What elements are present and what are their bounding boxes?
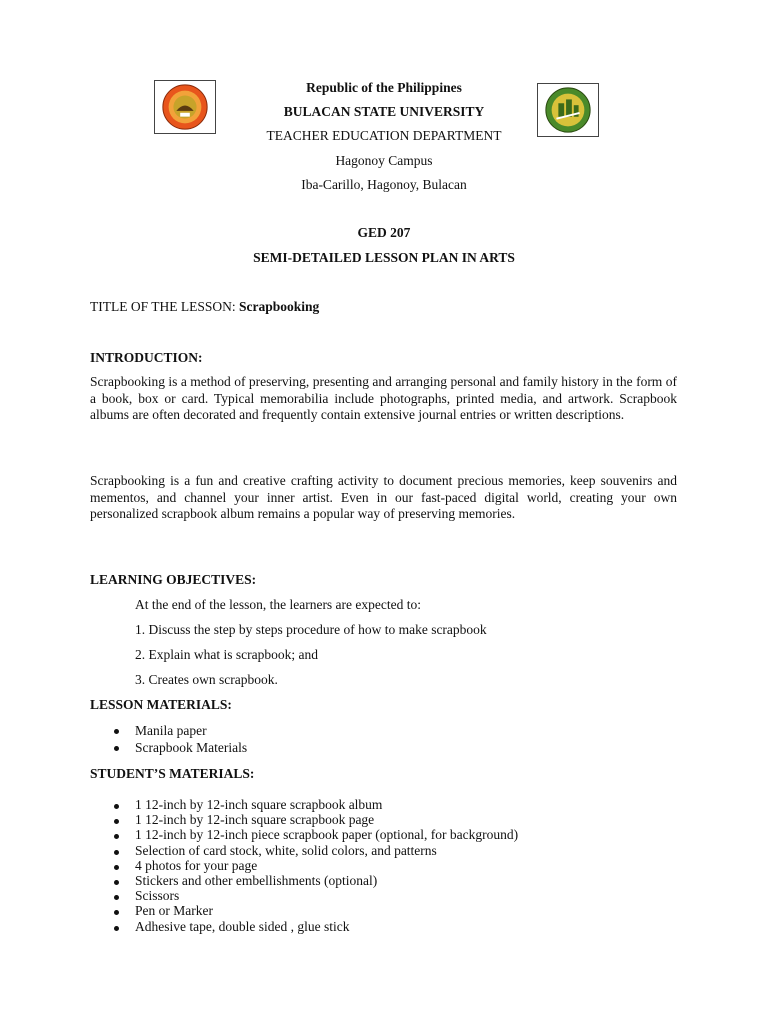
lesson-materials-list	[114, 722, 247, 756]
list-item: Scissors	[114, 888, 518, 903]
lesson-materials-heading: LESSON MATERIALS:	[90, 697, 232, 712]
list-item: 1 12-inch by 12-inch square scrapbook album	[114, 797, 518, 812]
list-item: Scrapbook Materials	[114, 739, 247, 756]
list-item: Manila paper	[114, 722, 247, 739]
course-code: GED 207	[357, 225, 411, 240]
introduction-paragraph-1: Scrapbooking is a method of preserving, presenting and arranging personal and family history in the form of a book, box or card. Typical memorabilia include photographs, printed media, and artwork. Scrapbook albums are often decorated and frequently contain extensive journal entries or written descriptions.	[90, 374, 677, 422]
header-republic: Republic of the Philippines	[306, 80, 462, 95]
header-campus: Hagonoy Campus	[335, 153, 433, 168]
header-department: TEACHER EDUCATION DEPARTMENT	[266, 128, 502, 143]
header-university: BULACAN STATE UNIVERSITY	[283, 104, 485, 119]
introduction-paragraph-2: Scrapbooking is a fun and creative crafting activity to document precious memories, keep souvenirs and mementos, and channel your inner artist. Even in our fast-paced digital world, creating your own personalized scrapbook album remains a popular way of preserving memories.	[90, 473, 677, 521]
header-address: Iba-Carillo, Hagonoy, Bulacan	[301, 177, 467, 192]
objective-item-2: 2. Explain what is scrapbook; and	[135, 647, 318, 662]
student-materials-list	[114, 797, 518, 934]
objective-item-1: 1. Discuss the step by steps procedure of how to make scrapbook	[135, 622, 487, 637]
list-item: Stickers and other embellishments (optional)	[114, 873, 518, 888]
list-item: 1 12-inch by 12-inch piece scrapbook paper (optional, for background)	[114, 827, 518, 842]
objectives-intro: At the end of the lesson, the learners are expected to:	[135, 597, 422, 612]
list-item: 4 photos for your page	[114, 858, 518, 873]
introduction-heading: INTRODUCTION:	[90, 350, 203, 365]
list-item: 1 12-inch by 12-inch square scrapbook page	[114, 812, 518, 827]
lesson-title-label: TITLE OF THE LESSON:	[90, 299, 236, 314]
lesson-plan-title: SEMI-DETAILED LESSON PLAN IN ARTS	[253, 250, 515, 265]
objectives-heading: LEARNING OBJECTIVES:	[90, 572, 257, 587]
list-item: Adhesive tape, double sided , glue stick	[114, 919, 518, 934]
objective-item-3: 3. Creates own scrapbook.	[135, 672, 278, 687]
lesson-title	[90, 299, 677, 316]
list-item: Pen or Marker	[114, 903, 518, 918]
list-item: Selection of card stock, white, solid colors, and patterns	[114, 843, 518, 858]
lesson-title-value: Scrapbooking	[239, 299, 320, 314]
student-materials-heading: STUDENT’S MATERIALS:	[90, 766, 255, 781]
